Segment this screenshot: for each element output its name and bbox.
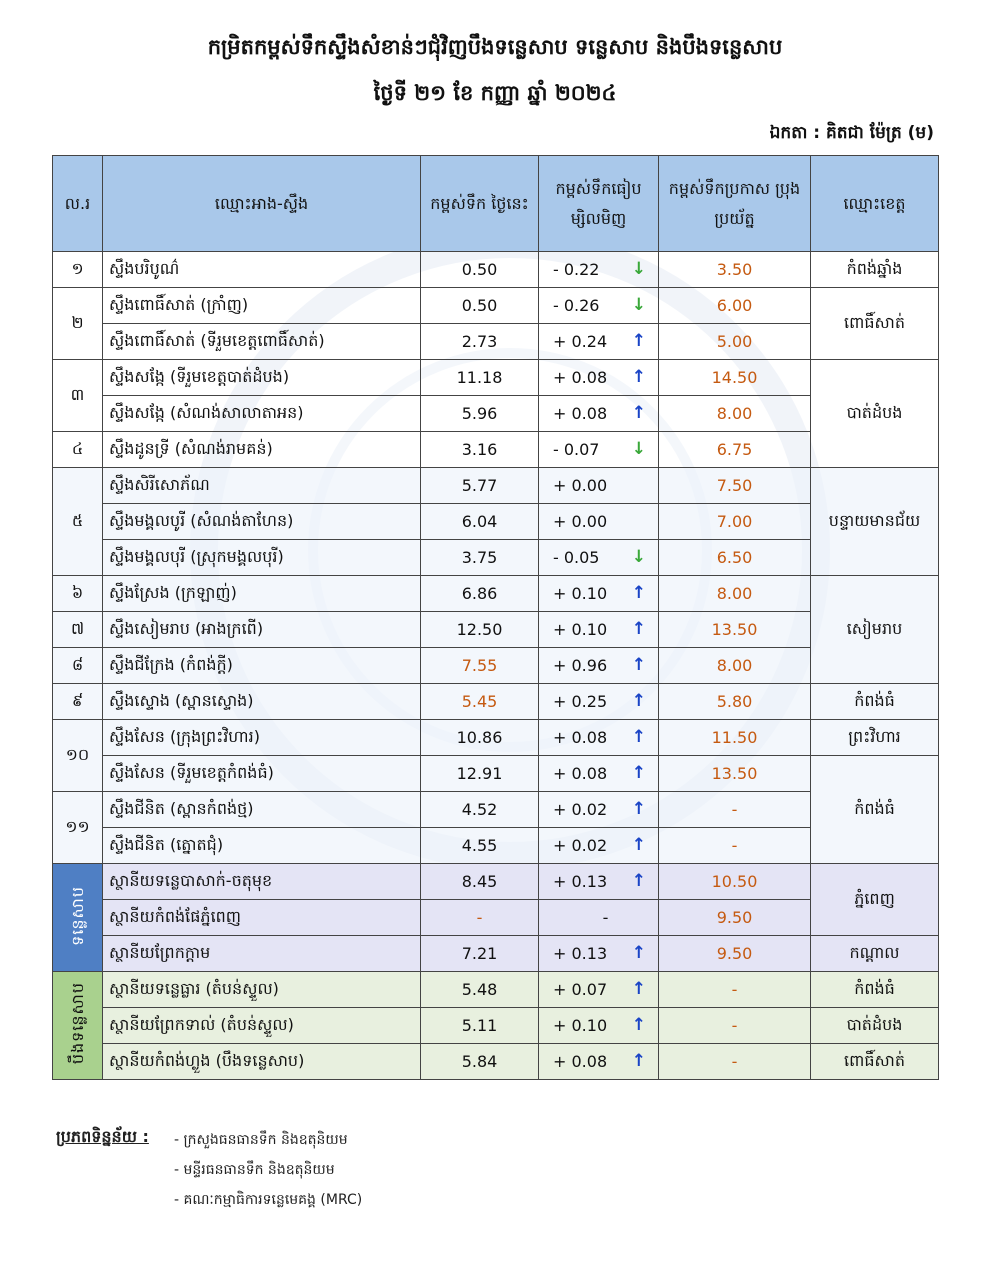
province-name: បាត់ដំបង [811, 360, 939, 468]
warning-level: 10.50 [659, 864, 811, 900]
province-name: ពោធិ៍សាត់ [811, 288, 939, 360]
row-number: ៣ [53, 360, 103, 432]
change-value: + 0.00 [553, 512, 608, 531]
arrow-up-icon: ↑ [631, 691, 646, 711]
level-change [539, 288, 659, 324]
station-name: ស្ថានីយទន្លេបាសាក់-ចតុមុខ [103, 864, 421, 900]
change-value: + 0.00 [553, 476, 608, 495]
table-row [53, 720, 939, 756]
arrow-up-icon: ↑ [631, 367, 646, 387]
level-change [539, 360, 659, 396]
arrow-up-icon: ↑ [631, 331, 646, 351]
level-change [539, 432, 659, 468]
station-name: ស្ថានីយព្រែកទាល់ (តំបន់ស្ទួល) [103, 1008, 421, 1044]
level-change [539, 540, 659, 576]
level-today: 5.77 [421, 468, 539, 504]
change-value: + 0.02 [553, 800, 608, 819]
table-row [53, 576, 939, 612]
station-name: ស្ទឹងស្រែង (ក្រឡាញ់) [103, 576, 421, 612]
warning-level: 6.50 [659, 540, 811, 576]
change-value: + 0.08 [553, 728, 608, 747]
change-value: - 0.07 [553, 440, 600, 459]
level-change [539, 1008, 659, 1044]
level-change [539, 396, 659, 432]
level-today: 5.45 [421, 684, 539, 720]
change-value: + 0.96 [553, 656, 608, 675]
row-number: ៧ [53, 612, 103, 648]
table-row [53, 468, 939, 504]
station-name: ស្ទឹងជីនិត (ស្ពានកំពង់ថ្ម) [103, 792, 421, 828]
table-row [53, 936, 939, 972]
level-change [539, 900, 659, 936]
table-row [53, 684, 939, 720]
arrow-up-icon: ↑ [631, 727, 646, 747]
warning-level: 13.50 [659, 756, 811, 792]
table-row [53, 648, 939, 684]
station-name: ស្ទឹងដូនទ្រី (សំណង់រាមគន់) [103, 432, 421, 468]
level-change [539, 720, 659, 756]
level-change [539, 972, 659, 1008]
header-province: ឈ្មោះខេត្ត [811, 156, 939, 252]
station-name: ស្ទឹងមង្គលបូរី (សំណង់តាហែន) [103, 504, 421, 540]
arrow-down-icon: ↓ [631, 259, 646, 279]
change-value: + 0.02 [553, 836, 608, 855]
level-change [539, 576, 659, 612]
level-today: 11.18 [421, 360, 539, 396]
level-today: 2.73 [421, 324, 539, 360]
row-number: ២ [53, 288, 103, 360]
change-value: + 0.08 [553, 404, 608, 423]
change-value: + 0.13 [553, 944, 608, 963]
group-label [53, 864, 103, 972]
source-item: - មន្ទីរធនធានទឹក និងឧតុនិយម [174, 1162, 335, 1178]
warning-level: 8.00 [659, 396, 811, 432]
water-level-table [52, 155, 939, 1080]
province-name: កណ្តាល [811, 936, 939, 972]
table-row [53, 288, 939, 324]
table-row [53, 828, 939, 864]
arrow-up-icon: ↑ [631, 871, 646, 891]
header-warning-level: កម្ពស់ទឹកប្រកាស ប្រុងប្រយ័ត្ន [659, 156, 811, 252]
table-row [53, 504, 939, 540]
arrow-up-icon: ↑ [631, 655, 646, 675]
station-name: ស្ថានីយកំពង់ផែភ្នំពេញ [103, 900, 421, 936]
warning-level: 7.50 [659, 468, 811, 504]
warning-level: 5.00 [659, 324, 811, 360]
level-today: 3.75 [421, 540, 539, 576]
province-name: កំពង់ឆ្នាំង [811, 252, 939, 288]
group-label-text: ទន្លេសាប [67, 885, 87, 946]
warning-level: 6.75 [659, 432, 811, 468]
level-change [539, 1044, 659, 1080]
row-number: ៩ [53, 684, 103, 720]
arrow-up-icon: ↑ [631, 583, 646, 603]
level-change [539, 612, 659, 648]
level-change [539, 648, 659, 684]
table-row [53, 756, 939, 792]
header-station-name: ឈ្មោះអាង-ស្ទឹង [103, 156, 421, 252]
level-change [539, 792, 659, 828]
level-today: - [421, 900, 539, 936]
row-number: ៦ [53, 576, 103, 612]
change-value: + 0.10 [553, 1016, 608, 1035]
change-value: - 0.05 [553, 548, 600, 567]
level-today: 5.48 [421, 972, 539, 1008]
station-name: ស្ទឹងស្ទោង (ស្ពានស្ទោង) [103, 684, 421, 720]
station-name: ស្ទឹងសិរីសោភ័ណ [103, 468, 421, 504]
station-name: ស្ទឹងពោធិ៍សាត់ (ក្រាំញ) [103, 288, 421, 324]
warning-level: - [659, 1008, 811, 1044]
warning-level: 7.00 [659, 504, 811, 540]
arrow-up-icon: ↑ [631, 835, 646, 855]
table-row [53, 900, 939, 936]
level-today: 7.21 [421, 936, 539, 972]
row-number: ១ [53, 252, 103, 288]
header-no: ល.រ [53, 156, 103, 252]
level-today: 5.96 [421, 396, 539, 432]
station-name: ស្ថានីយកំពង់ហ្លួង (បឹងទន្លេសាប) [103, 1044, 421, 1080]
report-title: កម្រិតកម្ពស់ទឹកស្ទឹងសំខាន់ៗជុំវិញបឹងទន្លេសាប ទន្លេសាប និងបឹងទន្លេសាប [207, 35, 783, 59]
table-row [53, 252, 939, 288]
warning-level: 9.50 [659, 900, 811, 936]
warning-level: 6.00 [659, 288, 811, 324]
table-row [53, 792, 939, 828]
warning-level: - [659, 828, 811, 864]
source-item: - គណៈកម្មាធិការទន្លេមេគង្គ (MRC) [174, 1192, 363, 1208]
province-name: សៀមរាប [811, 576, 939, 684]
province-name: កំពង់ធំ [811, 756, 939, 864]
level-today: 6.04 [421, 504, 539, 540]
table-header-row [53, 156, 939, 252]
arrow-up-icon: ↑ [631, 1051, 646, 1071]
table-row [53, 972, 939, 1008]
change-value: + 0.25 [553, 692, 608, 711]
arrow-down-icon: ↓ [631, 439, 646, 459]
warning-level: 3.50 [659, 252, 811, 288]
station-name: ស្ទឹងជីក្រែង (កំពង់ក្តី) [103, 648, 421, 684]
warning-level: 14.50 [659, 360, 811, 396]
warning-level: 8.00 [659, 648, 811, 684]
level-today: 5.11 [421, 1008, 539, 1044]
sources-label: ប្រភពទិន្នន័យ : [56, 1127, 149, 1146]
station-name: ស្ទឹងសែន (ទីរួមខេត្តកំពង់ធំ) [103, 756, 421, 792]
level-change [539, 252, 659, 288]
change-value: + 0.08 [553, 1052, 608, 1071]
change-value: - [602, 908, 609, 927]
unit-label: ឯកតា : គិតជា ម៉ែត្រ (ម) [769, 123, 934, 143]
group-label-text: បឹងទន្លេសាប [67, 982, 87, 1065]
table-row [53, 432, 939, 468]
table-row [53, 396, 939, 432]
change-value: - 0.22 [553, 260, 600, 279]
row-number: ៥ [53, 468, 103, 576]
level-today: 3.16 [421, 432, 539, 468]
level-today: 0.50 [421, 288, 539, 324]
change-value: + 0.13 [553, 872, 608, 891]
warning-level: 8.00 [659, 576, 811, 612]
table-row [53, 864, 939, 900]
arrow-up-icon: ↑ [631, 763, 646, 783]
station-name: ស្ទឹងមង្គលបុរី (ស្រុកមង្គលបុរី) [103, 540, 421, 576]
province-name: ព្រះវិហារ [811, 720, 939, 756]
warning-level: 11.50 [659, 720, 811, 756]
table-row [53, 1044, 939, 1080]
change-value: + 0.08 [553, 764, 608, 783]
change-value: + 0.07 [553, 980, 608, 999]
table-row [53, 360, 939, 396]
arrow-up-icon: ↑ [631, 619, 646, 639]
level-today: 5.84 [421, 1044, 539, 1080]
warning-level: - [659, 1044, 811, 1080]
row-number: ១១ [53, 792, 103, 864]
table-row [53, 1008, 939, 1044]
warning-level: - [659, 792, 811, 828]
table-row [53, 324, 939, 360]
level-change [539, 324, 659, 360]
warning-level: 9.50 [659, 936, 811, 972]
level-change [539, 504, 659, 540]
arrow-down-icon: ↓ [631, 547, 646, 567]
arrow-down-icon: ↓ [631, 295, 646, 315]
row-number: ៨ [53, 648, 103, 684]
warning-level: - [659, 972, 811, 1008]
change-value: - 0.26 [553, 296, 600, 315]
level-today: 12.91 [421, 756, 539, 792]
table-row [53, 612, 939, 648]
level-today: 10.86 [421, 720, 539, 756]
station-name: ស្ទឹងជីនិត (ត្នោតជុំ) [103, 828, 421, 864]
arrow-up-icon: ↑ [631, 403, 646, 423]
level-change [539, 864, 659, 900]
station-name: ស្ទឹងសៀមរាប (អាងក្រពើ) [103, 612, 421, 648]
level-today: 4.52 [421, 792, 539, 828]
change-value: + 0.10 [553, 620, 608, 639]
change-value: + 0.24 [553, 332, 608, 351]
level-today: 12.50 [421, 612, 539, 648]
source-item: - ក្រសួងធនធានទឹក និងឧតុនិយម [174, 1132, 348, 1148]
level-today: 7.55 [421, 648, 539, 684]
group-label [53, 972, 103, 1080]
province-name: ពោធិ៍សាត់ [811, 1044, 939, 1080]
station-name: ស្ថានីយទន្លេធ្លារ (តំបន់ស្ទួល) [103, 972, 421, 1008]
arrow-up-icon: ↑ [631, 979, 646, 999]
station-name: ស្ទឹងសង្កែ (ទីរួមខេត្តបាត់ដំបង) [103, 360, 421, 396]
station-name: ស្ថានីយព្រែកក្តាម [103, 936, 421, 972]
province-name: បន្ទាយមានជ័យ [811, 468, 939, 576]
level-change [539, 684, 659, 720]
header-level-today: កម្ពស់ទឹក ថ្ងៃនេះ [421, 156, 539, 252]
level-today: 8.45 [421, 864, 539, 900]
change-value: + 0.10 [553, 584, 608, 603]
arrow-up-icon: ↑ [631, 943, 646, 963]
province-name: កំពង់ធំ [811, 972, 939, 1008]
province-name: កំពង់ធំ [811, 684, 939, 720]
level-change [539, 828, 659, 864]
station-name: ស្ទឹងសង្កែ (សំណង់សាលាតាអន) [103, 396, 421, 432]
province-name: បាត់ដំបង [811, 1008, 939, 1044]
station-name: ស្ទឹងបរិបូណ៌ [103, 252, 421, 288]
report-date: ថ្ងៃទី ២១ ខែ កញ្ញា ឆ្នាំ ២០២៤ [373, 81, 617, 105]
table-row [53, 540, 939, 576]
level-today: 6.86 [421, 576, 539, 612]
warning-level: 5.80 [659, 684, 811, 720]
level-today: 0.50 [421, 252, 539, 288]
level-today: 4.55 [421, 828, 539, 864]
station-name: ស្ទឹងសែន (ក្រុងព្រះវិហារ) [103, 720, 421, 756]
level-change [539, 468, 659, 504]
warning-level: 13.50 [659, 612, 811, 648]
change-value: + 0.08 [553, 368, 608, 387]
level-change [539, 756, 659, 792]
province-name: ភ្នំពេញ [811, 864, 939, 936]
row-number: ៤ [53, 432, 103, 468]
level-change [539, 936, 659, 972]
header-change: កម្ពស់ទឹកធៀប ម្សិលមិញ [539, 156, 659, 252]
arrow-up-icon: ↑ [631, 1015, 646, 1035]
row-number: ១០ [53, 720, 103, 792]
arrow-up-icon: ↑ [631, 799, 646, 819]
station-name: ស្ទឹងពោធិ៍សាត់ (ទីរួមខេត្តពោធិ៍សាត់) [103, 324, 421, 360]
